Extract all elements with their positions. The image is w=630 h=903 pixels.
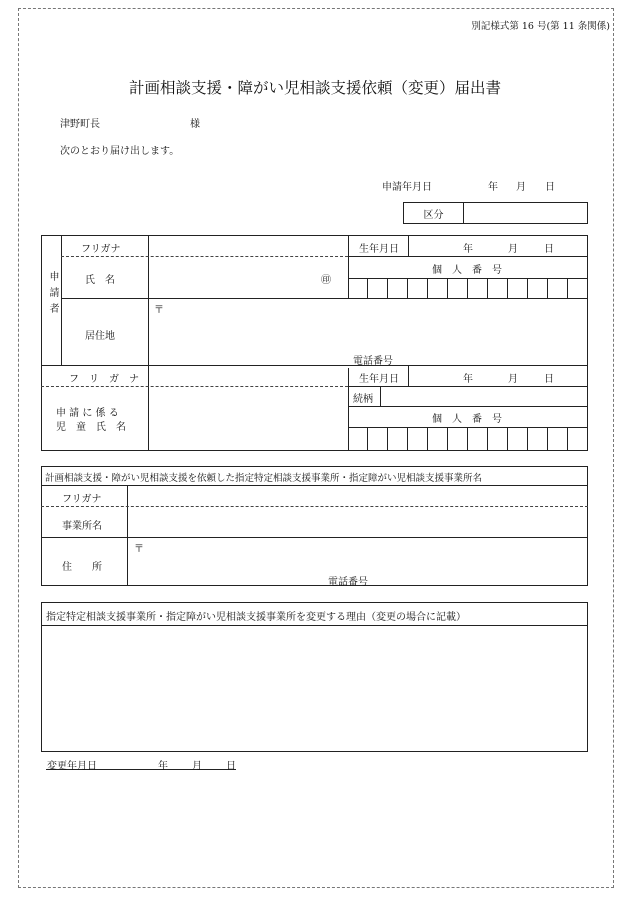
application-date-year: 年 <box>488 182 498 193</box>
office-heading: 計画相談支援・障がい児相談支援を依頼した指定特定相談支援事業所・指定障がい児相談支援事業所名 <box>45 473 483 484</box>
applicant-name-label: 氏 名 <box>85 275 115 286</box>
office-name-label: 事業所名 <box>62 521 102 532</box>
applicant-table <box>41 235 588 451</box>
child-birth-year: 年 <box>463 374 473 385</box>
office-furigana-label: フリガナ <box>62 494 102 505</box>
addressee-name: 津野町長 <box>60 119 100 130</box>
application-date-label: 申請年月日 <box>382 182 432 193</box>
change-date-label: 変更年月日 <box>47 761 97 772</box>
office-phone-label: 電話番号 <box>328 577 368 588</box>
office-address-label: 住 所 <box>62 562 102 573</box>
change-date-year: 年 <box>158 761 168 772</box>
application-date-day: 日 <box>545 182 555 193</box>
change-date-month: 月 <box>192 761 202 772</box>
form-number: 別記様式第 16 号(第 11 条関係) <box>471 21 610 32</box>
applicant-birth-label: 生年月日 <box>359 244 399 255</box>
change-date-day: 日 <box>226 761 236 772</box>
child-birth-month: 月 <box>508 374 518 385</box>
addressee-honorific: 様 <box>190 119 200 130</box>
applicant-section-label: 申請者 <box>47 271 58 319</box>
applicant-id-label: 個 人 番 号 <box>432 265 502 276</box>
child-furigana-label: フ リ ガ ナ <box>69 374 139 385</box>
child-id-label: 個 人 番 号 <box>432 414 502 425</box>
applicant-birth-year: 年 <box>463 244 473 255</box>
child-birth-label: 生年月日 <box>359 374 399 385</box>
seal-mark: ㊞ <box>321 275 331 286</box>
child-birth-day: 日 <box>544 374 554 385</box>
category-label: 区分 <box>404 203 464 224</box>
applicant-furigana-label: フリガナ <box>81 244 121 255</box>
category-box <box>403 202 588 224</box>
reason-box <box>41 602 588 752</box>
intro-text: 次のとおり届け出します。 <box>60 146 180 157</box>
applicant-postal-mark: 〒 <box>154 305 164 316</box>
form-title: 計画相談支援・障がい児相談支援依頼（変更）届出書 <box>128 79 501 97</box>
office-table <box>41 466 588 586</box>
application-date-month: 月 <box>516 182 526 193</box>
reason-field[interactable] <box>43 628 586 750</box>
category-field[interactable] <box>464 203 588 224</box>
applicant-phone-label: 電話番号 <box>353 356 393 367</box>
applicant-birth-month: 月 <box>508 244 518 255</box>
child-name-label-line2: 児 童 氏 名 <box>56 422 126 433</box>
child-name-label-line1: 申 請 に 係 る <box>56 408 119 419</box>
applicant-address-label: 居住地 <box>85 331 115 342</box>
reason-heading: 指定特定相談支援事業所・指定障がい児相談支援事業所を変更する理由（変更の場合に記載） <box>46 612 466 623</box>
child-relation-label: 続柄 <box>353 394 373 405</box>
office-postal-mark: 〒 <box>134 544 144 555</box>
applicant-birth-day: 日 <box>544 244 554 255</box>
